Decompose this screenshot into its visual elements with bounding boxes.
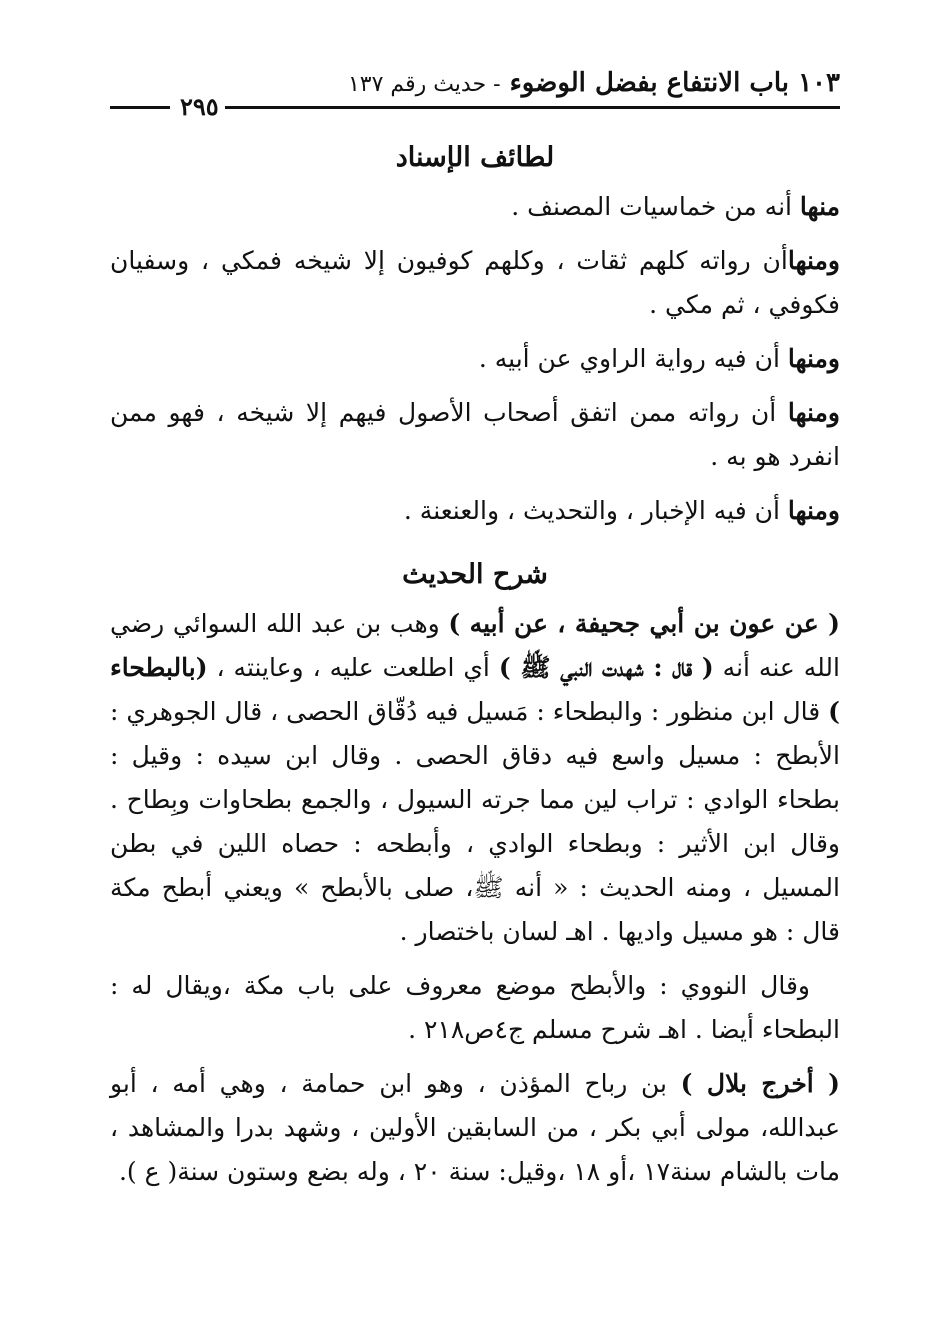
isnad-item-lead: ومنها	[787, 344, 840, 373]
header-hadith-number: - حديث رقم ١٣٧	[347, 72, 501, 97]
isnad-item	[110, 185, 840, 229]
commentary-text: وهب بن عبد الله السوائي رضي الله عنه أنه	[110, 609, 840, 682]
header-rule	[215, 106, 840, 109]
hadith-quote: ( قال : شهدت النبي ﷺ )	[498, 653, 714, 682]
isnad-item-text: أن فيه رواية الراوي عن أبيه .	[478, 344, 788, 373]
isnad-item	[110, 391, 840, 479]
header-title	[348, 68, 840, 98]
page-number: ٢٩٥	[174, 92, 225, 121]
header-chapter: ١٠٣ باب الانتفاع بفضل الوضوء	[509, 68, 840, 98]
hadith-quote: ( عن عون بن أبي جحيفة ، عن أبيه )	[448, 609, 840, 638]
isnad-item-lead: ومنها	[787, 496, 840, 525]
isnad-heading: لطائف الإسناد	[395, 142, 555, 173]
book-page	[110, 58, 840, 1258]
isnad-item-lead: ومنها	[787, 398, 840, 427]
hadith-quote: ( أخرج بلال )	[680, 1069, 840, 1098]
sharh-heading: شرح الحديث	[402, 559, 548, 590]
commentary-text: قال ابن منظور : والبطحاء : مَسيل فيه دُقّاق الحصى ، قال الجوهري : الأبطح : مسيل واسع فيه دقاق الحصى . وقال ابن سيده : وقيل : بطحاء الوادي : تراب لين مما جرته السيول ، والجمع بطحاوات وبِطاح . وقال ابن الأثير : وبطحاء الوادي ، وأبطحه : حصاه اللين في بطن المسيل ، ومنه الحديث : « أنه ﷺ، صلى بالأبطح » ويعني أبطح مكة قال : هو مسيل واديها . اهـ لسان باختصار .	[109, 697, 840, 946]
isnad-item-lead: منها	[799, 192, 840, 221]
sharh-paragraph-3	[110, 1062, 840, 1194]
isnad-item	[110, 489, 840, 533]
hadith-quote: (بالبطحاء )	[110, 653, 840, 726]
commentary-text: بن رباح المؤذن ، وهو ابن حمامة ، وهي أمه ، أبو عبدالله، مولى أبي بكر ، من السابقين الأولين ، وشهد بدرا والمشاهد ، مات بالشام سنة١٧ ،أو ١٨ ،وقيل: سنة ٢٠ ، وله بضع وستون سنة( ع ).	[110, 1069, 840, 1186]
sharh-paragraph-2: وقال النووي : والأبطح موضع معروف على باب مكة ،ويقال له : البطحاء أيضا . اهـ شرح مسلم ج٤ص٢١٨ .	[110, 971, 840, 1044]
isnad-item	[110, 239, 840, 327]
isnad-item-text: أن فيه الإخبار ، والتحديث ، والعنعنة .	[403, 496, 788, 525]
commentary-text: أي اطلعت عليه ، وعاينته ،	[207, 653, 499, 682]
running-header	[110, 58, 840, 121]
isnad-item-text: أن رواته كلهم ثقات ، وكلهم كوفيون إلا شيخه فمكي ، وسفيان فكوفي ، ثم مكي .	[110, 246, 840, 319]
isnad-item-text: أن رواته ممن اتفق أصحاب الأصول فيهم إلا شيخه ، فهو ممن انفرد هو به .	[110, 398, 840, 471]
sharh-paragraph-1	[110, 602, 840, 954]
isnad-item	[110, 337, 840, 381]
isnad-item-lead: ومنها	[787, 246, 840, 275]
header-rule-left	[110, 106, 170, 109]
isnad-item-text: أنه من خماسيات المصنف .	[511, 192, 800, 221]
